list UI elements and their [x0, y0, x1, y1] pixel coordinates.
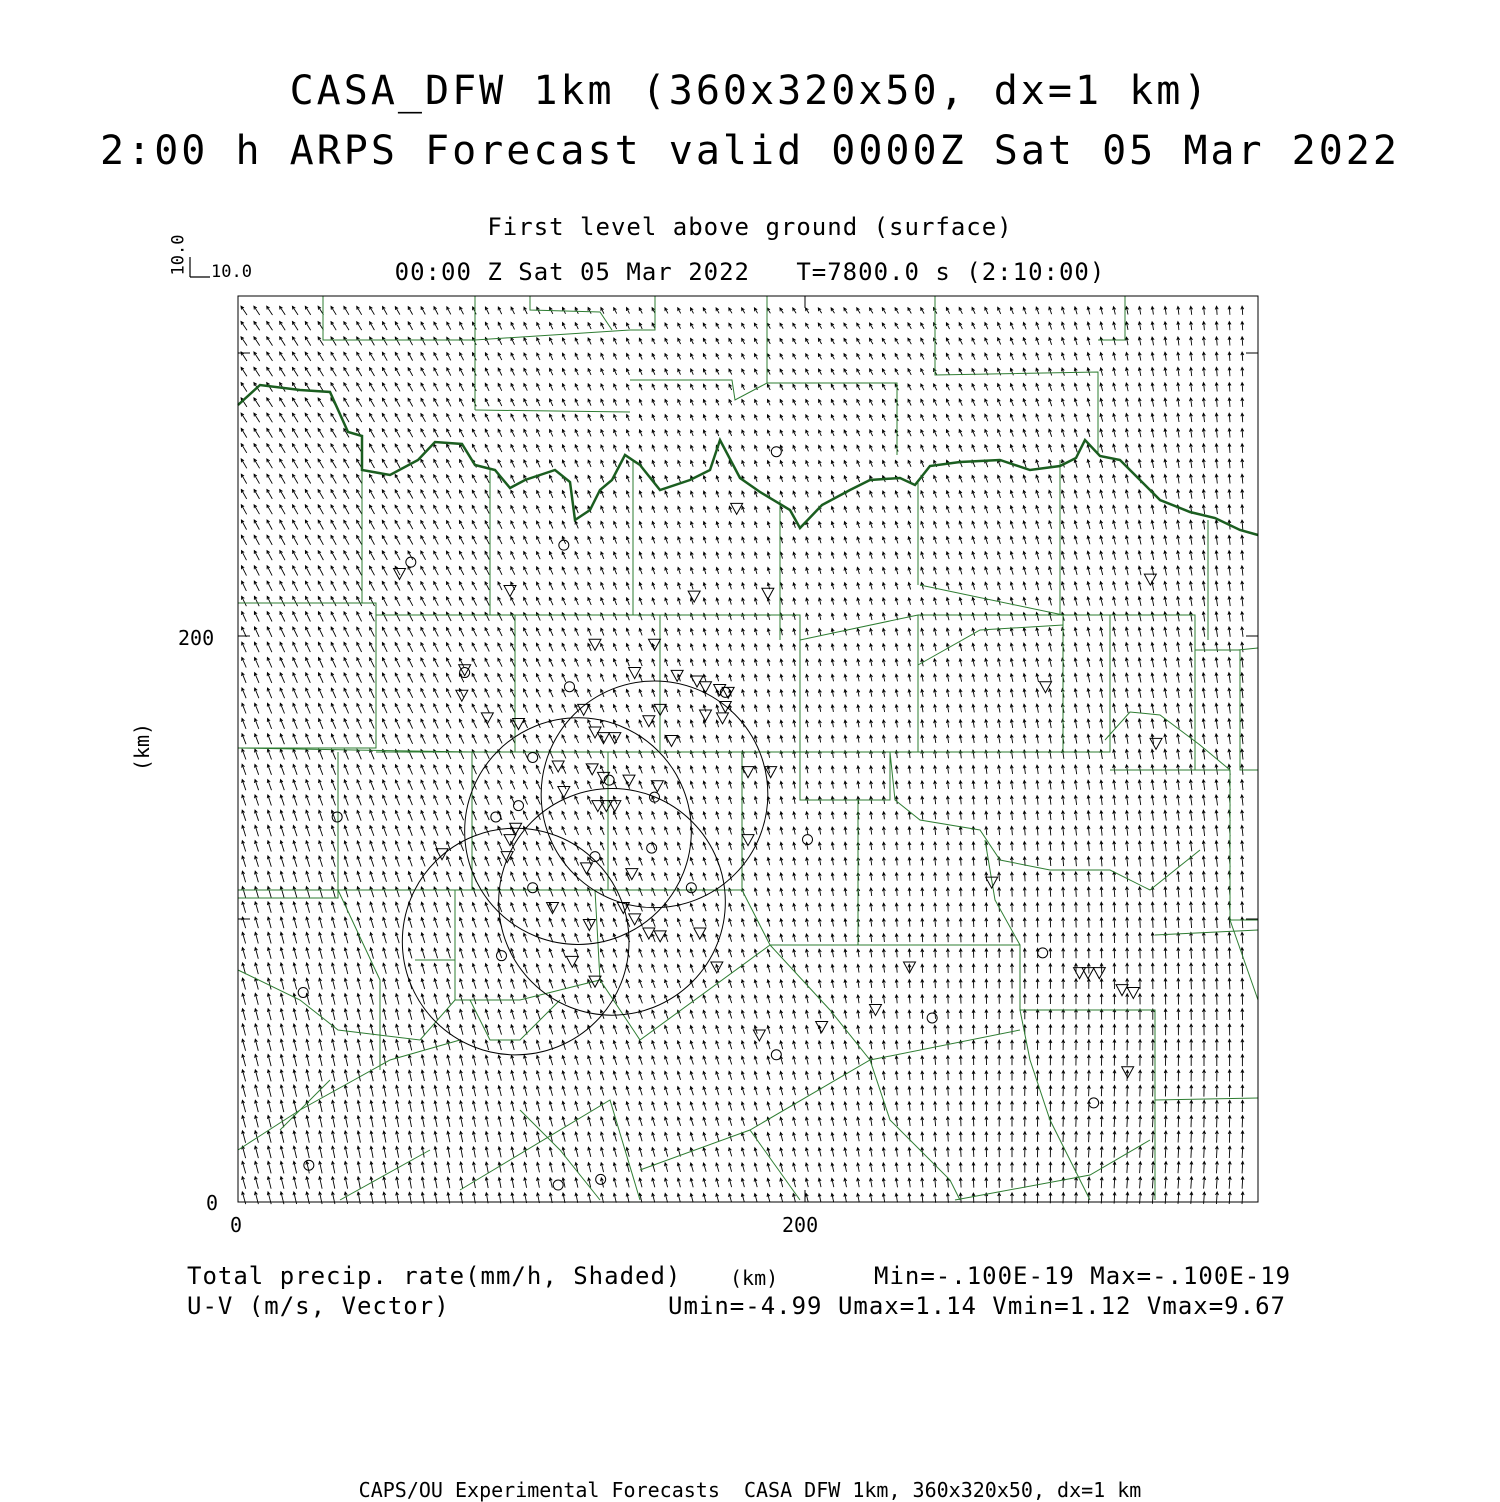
county-line [470, 1000, 560, 1040]
county-line [742, 752, 858, 945]
y-tick-label-200: 200 [178, 626, 215, 650]
county-line [858, 945, 1155, 1200]
county-boundaries [238, 296, 1258, 1200]
x-axis-label: (km) [730, 1266, 779, 1290]
footer-credit: CAPS/OU Experimental Forecasts CASA DFW 1km, 360x320x50, dx=1 km [358, 1478, 1142, 1502]
plot-frame [238, 296, 1258, 1202]
station-triangle-marker [1074, 968, 1086, 979]
county-line [1020, 1010, 1090, 1200]
station-circle-marker [298, 987, 308, 997]
station-triangle-marker [513, 719, 525, 730]
level-subtitle: First level above ground (surface) [487, 213, 1013, 241]
station-triangle-marker [481, 713, 493, 724]
county-line [238, 752, 338, 898]
station-markers [298, 447, 1162, 1190]
station-triangle-marker [547, 903, 559, 914]
county-line [800, 615, 918, 752]
station-triangle-marker [1127, 987, 1139, 998]
x-tick-label-0: 0 [230, 1213, 243, 1237]
station-triangle-marker [816, 1021, 828, 1032]
station-triangle-marker [688, 591, 700, 602]
county-line [238, 1040, 460, 1150]
county-line [1110, 770, 1258, 920]
station-triangle-marker [504, 585, 516, 596]
county-line [955, 1140, 1150, 1200]
county-line [858, 752, 918, 800]
county-line [1105, 712, 1230, 770]
station-circle-marker [1038, 948, 1048, 958]
reference-vector-v-label: 10.0 [168, 234, 189, 276]
county-line [515, 615, 660, 752]
reference-vector-u-label: 10.0 [211, 262, 252, 282]
county-line [475, 410, 630, 412]
county-line [475, 296, 655, 340]
y-axis-label: (km) [130, 722, 155, 772]
station-triangle-marker [1144, 574, 1156, 585]
title-line-1: CASA_DFW 1km (360x320x50, dx=1 km) [289, 68, 1211, 114]
legend-uv-stats: Umin=-4.99 Umax=1.14 Vmin=1.12 Vmax=9.67 [668, 1292, 1286, 1320]
legend-minmax: Min=-.100E-19 Max=-.100E-19 [874, 1262, 1292, 1290]
county-line [530, 296, 612, 330]
station-triangle-marker [623, 775, 635, 786]
station-circle-marker [497, 951, 507, 961]
station-circle-marker [514, 801, 524, 811]
station-triangle-marker [671, 670, 683, 681]
station-circle-marker [771, 1050, 781, 1060]
station-circle-marker [304, 1160, 314, 1170]
county-line [376, 615, 515, 752]
county-line [1230, 920, 1258, 1000]
x-tick-label-200: 200 [782, 1213, 819, 1237]
county-line [918, 615, 1063, 752]
county-line [595, 890, 600, 980]
station-triangle-marker [600, 801, 612, 812]
county-line [985, 840, 1020, 945]
county-line [742, 890, 960, 1200]
county-line [660, 615, 800, 752]
radar-range-rings [402, 681, 768, 1055]
legend-shaded-field: Total precip. rate(mm/h, Shaded) [187, 1262, 682, 1290]
county-line [1238, 648, 1258, 650]
station-triangle-marker [1093, 968, 1105, 979]
reference-vector [190, 257, 210, 277]
wind-vector-field [241, 306, 1244, 1204]
station-circle-marker [565, 682, 575, 692]
station-triangle-marker [731, 503, 743, 514]
station-triangle-marker [1150, 738, 1162, 749]
station-circle-marker [553, 1180, 563, 1190]
station-circle-marker [491, 812, 501, 822]
station-triangle-marker [694, 928, 706, 939]
river-line [238, 385, 1258, 535]
station-circle-marker [528, 752, 538, 762]
station-triangle-marker [589, 639, 601, 650]
county-line [1063, 615, 1110, 752]
county-line [238, 748, 472, 890]
county-line [920, 585, 1063, 615]
y-tick-label-0: 0 [206, 1191, 219, 1215]
wind-vectors [241, 306, 1244, 1204]
station-triangle-marker [456, 690, 468, 701]
station-circle-marker [406, 557, 416, 567]
station-triangle-marker [592, 801, 604, 812]
county-line [520, 1110, 600, 1200]
legend-vector-field: U-V (m/s, Vector) [187, 1292, 450, 1320]
station-circle-marker [771, 447, 781, 457]
station-circle-marker [559, 540, 569, 550]
station-triangle-marker [1116, 985, 1128, 996]
county-line [918, 625, 1063, 665]
county-line [1098, 296, 1125, 340]
station-triangle-marker [558, 786, 570, 797]
title-line-2: 2:00 h ARPS Forecast valid 0000Z Sat 05 Mar 2022 [100, 128, 1400, 174]
station-triangle-marker [609, 801, 621, 812]
station-triangle-marker [1082, 968, 1094, 979]
county-line [340, 1150, 430, 1200]
county-line [280, 1080, 330, 1130]
station-triangle-marker [753, 1030, 765, 1041]
county-line [640, 1030, 1020, 1170]
time-subtitle: 00:00 Z Sat 05 Mar 2022 T=7800.0 s (2:10:00) [394, 258, 1106, 286]
